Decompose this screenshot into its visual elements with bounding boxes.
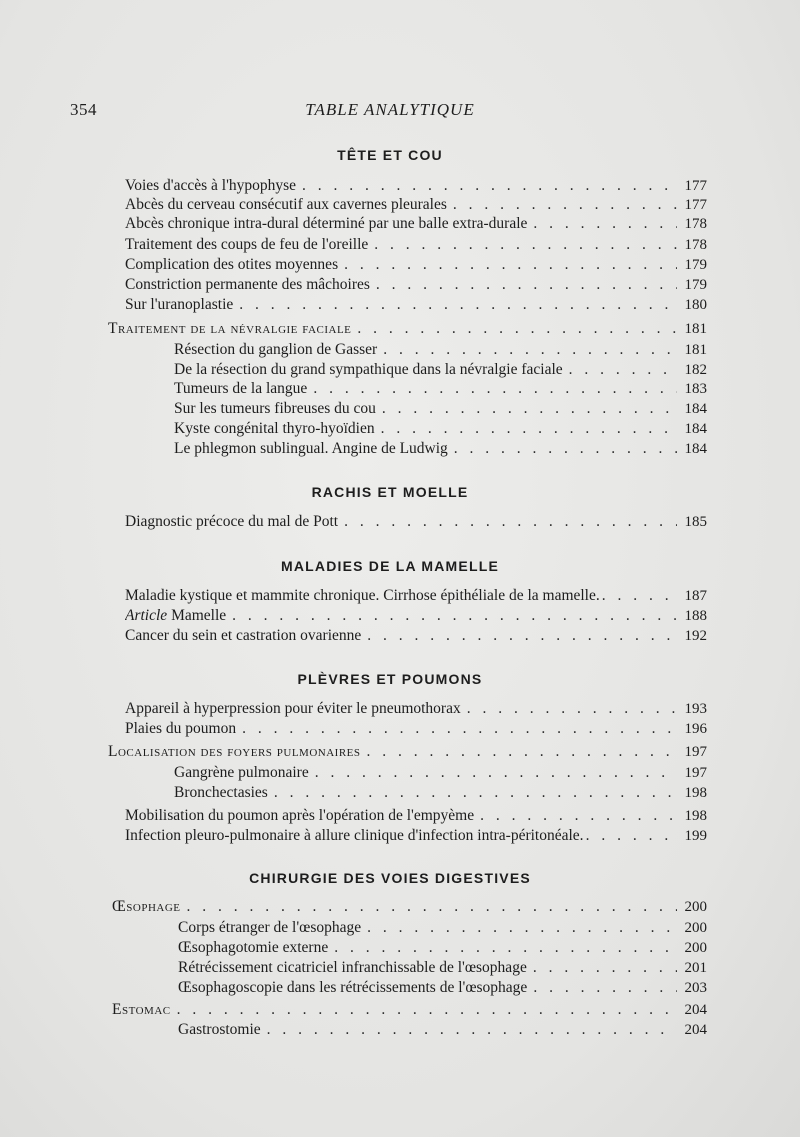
page-header: [70, 100, 710, 124]
toc-entry: Bronchectasies . . . 198: [174, 784, 707, 806]
toc-entry: Complication des otites moyennes . . . 179: [125, 256, 707, 278]
page-ref: 204: [684, 1022, 707, 1038]
page-ref: 196: [684, 721, 707, 737]
toc-entry: Infection pleuro-pulmonaire à allure clinique d'infection intra-péritonéale. . . . 199: [125, 827, 707, 849]
toc-entry: Cancer du sein et castration ovarienne . . . 192: [125, 627, 707, 649]
toc-entry: Gangrène pulmonaire . . . 197: [174, 764, 707, 786]
toc-entry: Tumeurs de la langue . . . 183: [174, 380, 707, 402]
toc-entry: Abcès du cerveau consécutif aux cavernes pleurales . . . 177: [125, 196, 707, 218]
toc-entry: Constriction permanente des mâchoires . . . 179: [125, 276, 707, 298]
toc-entry: Appareil à hyperpression pour éviter le pneumothorax . . . 193: [125, 700, 707, 722]
toc-entry: Traitement des coups de feu de l'oreille . . . 178: [125, 236, 707, 258]
toc-entry: Maladie kystique et mammite chronique. Cirrhose épithéliale de la mamelle. . . . 187: [125, 587, 707, 609]
toc-entry-main: Œsophage . . . 200: [112, 898, 707, 920]
section-title-maladies-de-la-mamelle: MALADIES DE LA MAMELLE: [281, 558, 499, 574]
page-ref: 197: [684, 765, 707, 781]
toc-entry: Article Mamelle . . . 188: [125, 607, 707, 629]
page-ref: 201: [684, 960, 707, 976]
page-ref: 181: [684, 342, 707, 358]
page-ref: 183: [684, 381, 707, 397]
toc-entry: Rétrécissement cicatriciel infranchissable de l'œsophage . . . 201: [178, 959, 707, 981]
page-ref: 200: [684, 899, 707, 915]
page-ref: 179: [684, 257, 707, 273]
toc-entry: Abcès chronique intra-dural déterminé par une balle extra-durale . . . 178: [125, 215, 707, 237]
page-ref: 200: [684, 920, 707, 936]
toc-entry: Corps étranger de l'œsophage . . . 200: [178, 919, 707, 941]
toc-entry: Mobilisation du poumon après l'opération de l'empyème . . . 198: [125, 807, 707, 829]
page-ref: 203: [684, 980, 707, 996]
page-ref: 179: [684, 277, 707, 293]
section-title-plevres-et-poumons: PLÈVRES ET POUMONS: [297, 671, 483, 687]
page-ref: 187: [684, 588, 707, 604]
running-title: TABLE ANALYTIQUE: [305, 100, 475, 119]
toc-entry: Plaies du poumon . . . 196: [125, 720, 707, 742]
page-number: 354: [70, 100, 97, 119]
page-ref: 184: [684, 421, 707, 437]
page-ref: 200: [684, 940, 707, 956]
page-ref: 178: [684, 237, 707, 253]
page-ref: 184: [684, 401, 707, 417]
toc-entry-main: Traitement de la névralgie faciale . . . 181: [108, 320, 707, 342]
section-title-rachis-et-moelle: RACHIS ET MOELLE: [311, 484, 469, 500]
page-ref: 178: [684, 216, 707, 232]
toc-entry: Œsophagoscopie dans les rétrécissements de l'œsophage . . . 203: [178, 979, 707, 1001]
toc-entry: Kyste congénital thyro-hyoïdien . . . 184: [174, 420, 707, 442]
page-ref: 193: [684, 701, 707, 717]
page-ref: 197: [684, 744, 707, 760]
toc-entry: Sur les tumeurs fibreuses du cou . . . 184: [174, 400, 707, 422]
page-ref: 180: [684, 297, 707, 313]
toc-entry: Le phlegmon sublingual. Angine de Ludwig . . . 184: [174, 440, 707, 462]
toc-entry: Sur l'uranoplastie . . . 180: [125, 296, 707, 318]
toc-entry: Œsophagotomie externe . . . 200: [178, 939, 707, 961]
page-ref: 192: [684, 628, 707, 644]
page-ref: 198: [684, 785, 707, 801]
toc-entry: Gastrostomie . . . 204: [178, 1021, 707, 1043]
toc-entry: De la résection du grand sympathique dans la névralgie faciale . . . 182: [174, 361, 707, 383]
page-ref: 198: [684, 808, 707, 824]
toc-entry-main: Localisation des foyers pulmonaires . . . 197: [108, 743, 707, 765]
page-ref: 199: [684, 828, 707, 844]
section-title-tete-et-cou: TÊTE ET COU: [337, 147, 443, 163]
page-ref: 181: [684, 321, 707, 337]
toc-entry: Voies d'accès à l'hypophyse . . . 177: [125, 177, 707, 199]
page-ref: 182: [684, 362, 707, 378]
toc-entry: Résection du ganglion de Gasser . . . 181: [174, 341, 707, 363]
section-title-chirurgie-des-voies-digestives: CHIRURGIE DES VOIES DIGESTIVES: [249, 870, 531, 886]
page-ref: 184: [684, 441, 707, 457]
page-ref: 177: [684, 178, 707, 194]
toc-entry: Diagnostic précoce du mal de Pott . . . 185: [125, 513, 707, 535]
page-ref: 177: [684, 197, 707, 213]
toc-entry-main: Estomac . . . 204: [112, 1001, 707, 1023]
page-ref: 185: [684, 514, 707, 530]
page-ref: 204: [684, 1002, 707, 1018]
page-ref: 188: [684, 608, 707, 624]
